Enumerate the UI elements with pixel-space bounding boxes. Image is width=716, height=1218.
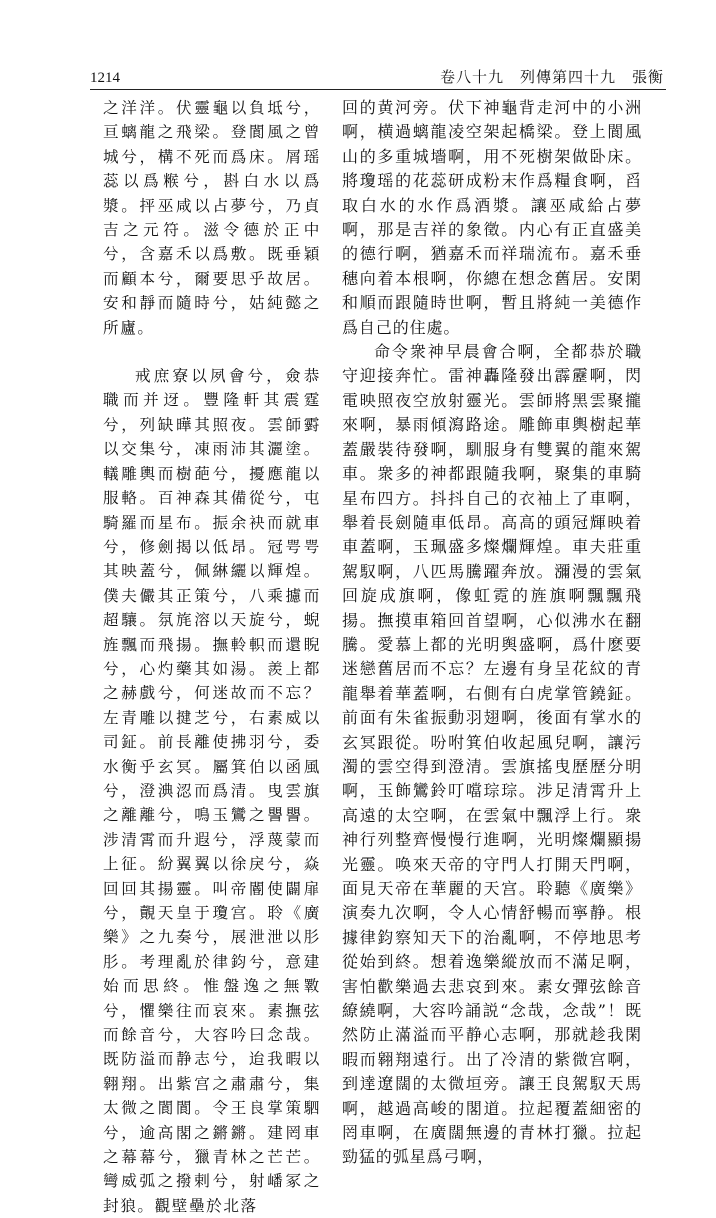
page-number: 1214 bbox=[90, 70, 120, 86]
translation-column bbox=[342, 96, 642, 1170]
translation-paragraph-2: 命令衆神早晨會合啊，全都恭於職守迎接奔忙。雷神轟隆發出霹靂啊，閃電映照夜空放射靈光。雲師將黑雲聚攏來啊，暴雨傾瀉路途。雕飾車輿樹起華蓋嚴裝待發啊，馴服身有雙翼的龍來駕車。衆多的神都跟隨我啊，聚集的車騎星布四方。抖抖自己的衣袖上了車啊，舉着長劍隨車低昂。高高的頭冠輝映着車蓋啊，玉珮盛多燦爛輝煌。車夫莊重駕馭啊，八匹馬騰躍奔放。瀰漫的雲氣回旋成旗啊，像虹霓的旌旗啊飄飄飛揚。撫摸車箱回首望啊，心似沸水在翻騰。愛慕上都的光明舆盛啊，爲什麽要迷戀舊居而不忘？左邊有身呈花紋的青龍舉着華蓋啊，右側有白虎掌管鐃鉦。前面有朱雀振動羽翅啊，後面有掌水的玄冥跟從。吩咐箕伯收起風兒啊，讓污濁的雲空得到澄清。雲旗搖曳歷歷分明啊，玉飾鸞鈴叮噹琮琮。涉足清霄升上高遠的太空啊，在雲氣中飄浮上行。衆神行列整齊慢慢行進啊，光明燦爛顯揚光靈。唤來天帝的守門人打開天門啊，面見天帝在華麗的天宫。聆聽《廣樂》演奏九次啊，令人心情舒暢而寧静。根據律鈞察知天下的治亂啊，不停地思考從始到終。想着逸樂縱放而不滿足啊，害怕歡樂過去悲哀到來。素女彈弦餘音繚繞啊，大容吟誦説“念哉，念哉”！既然防止滿溢而平静心志啊，那就趁我閑暇而翱翔遠行。出了冷清的紫微宫啊，到達遼闊的太微垣旁。讓王良駕馭天馬啊，越過高峻的閣道。拉起覆蓋細密的罔車啊，在廣闊無邊的青林打獵。拉起勁猛的弧星爲弓啊， bbox=[342, 342, 642, 1167]
classical-paragraph-2: 戒庶寮以夙會兮，僉恭職而并迓。豐隆軒其震霆兮，列缺曄其照夜。雲師䨴以交集兮，凍雨沛其灑塗。轙雕輿而樹葩兮，擾應龍以服輅。百神森其備從兮，屯騎羅而星布。振余袂而就車兮，修劍揭以低昂。冠咢咢其映蓋兮，佩綝纚以輝煌。僕夫儼其正策兮，八乘攄而超驤。氛旄溶以天旋兮，蜺旌飄而飛揚。撫軨軹而還睨兮，心灼藥其如湯。羨上都之赫戲兮，何迷故而不忘？左青雕以揵芝兮，右素威以司鉦。前長離使拂羽兮，委水衡乎玄冥。屬箕伯以函風兮，澄淟涊而爲清。曳雲旗之離離兮，鳴玉鸞之譻譻。涉清霄而升遐兮，浮蔑蒙而上征。紛翼翼以徐戾兮，焱回回其揚靈。叫帝閽使闢扉兮，覿天皇于瓊宫。聆《廣樂》之九奏兮，展泄泄以肜肜。考理亂於律鈞兮，意建始而思終。惟盤逸之無斁兮，懼樂往而哀來。素撫弦而餘音兮，大容吟曰念哉。既防溢而静志兮，迨我暇以翱翔。出紫宫之肅肅兮，集太微之閬閬。令王良掌策駟兮，逾高閣之鏘鏘。建罔車之幕幕兮，獵青林之芒芒。彎威弧之撥剌兮，射嶓冢之封狼。觀壁壘於北落 bbox=[103, 367, 321, 1215]
classical-text-column bbox=[103, 96, 321, 1218]
translation-paragraph-1: 回的黄河旁。伏下神龜背走河中的小洲啊，横過螭龍凌空架起橋梁。登上閬風山的多重城墻啊，用不死樹架做卧床。將瓊瑶的花蕊研成粉末作爲糧食啊，舀取白水的水作爲酒漿。讓巫咸給占夢啊，那是吉祥的象徵。内心有正直盛美的德行啊，猶嘉禾而祥瑞流布。嘉禾垂穗向着本根啊，你總在想念舊居。安閑和順而跟隨時世啊，暫且將純一美德作爲自己的住處。 bbox=[342, 98, 642, 337]
page-header bbox=[90, 66, 664, 96]
running-title: 卷八十九 列傳第四十九 張衡 bbox=[439, 68, 664, 86]
classical-paragraph-1: 之洋洋。伏靈龜以負坻兮，亘螭龍之飛梁。登閬風之曾城兮，構不死而爲床。屑瑶蕊以爲糇兮，斟白水以爲漿。抨巫咸以占夢兮，乃貞吉之元符。滋令德於正中兮，含嘉禾以爲敷。既垂穎而顧本兮，爾要思乎故居。安和靜而隨時兮，姑純懿之所廬。 bbox=[103, 99, 321, 337]
header-rule bbox=[90, 89, 666, 90]
